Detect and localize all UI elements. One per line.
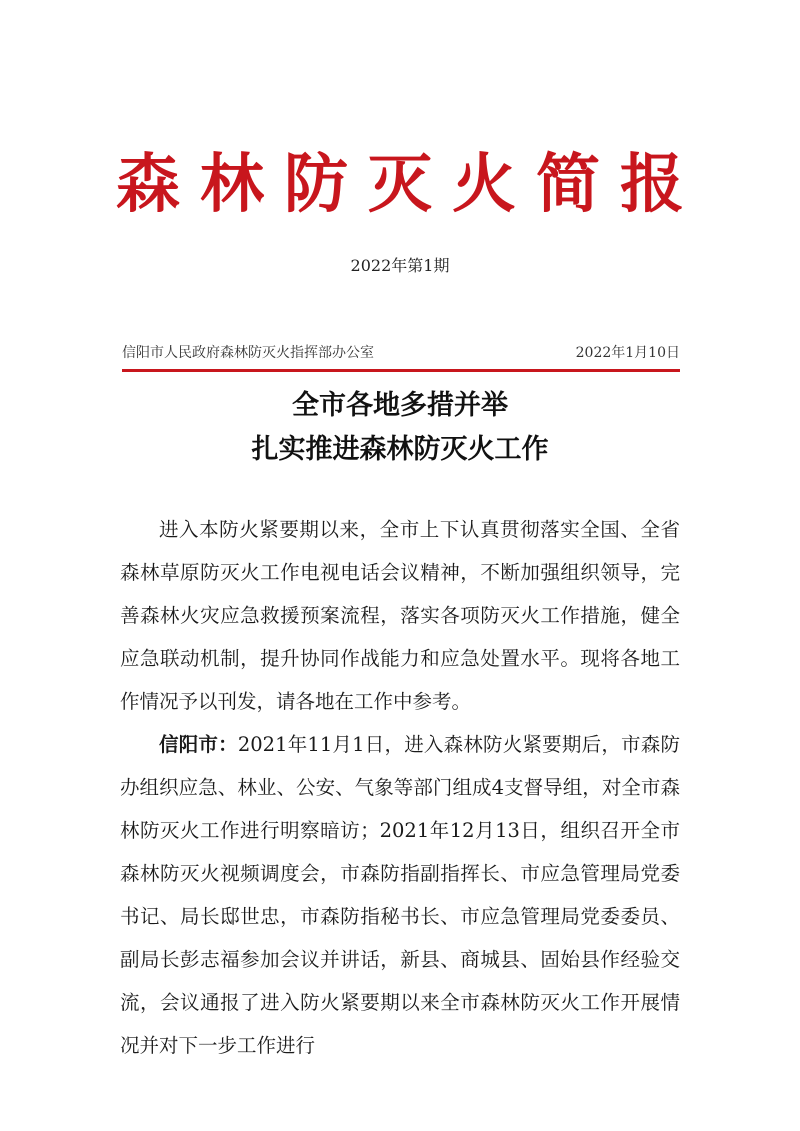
headline-line-1: 全市各地多措并举: [292, 390, 508, 421]
intro-paragraph: 进入本防火紧要期以来，全市上下认真贯彻落实全国、全省森林草原防灭火工作电视电话会议精神，不断加强组织领导，完善森林火灾应急救援预案流程，落实各项防灭火工作措施，健全应急联动机制，提升协同作战能力和应急处置水平。现将各地工作情况予以刊发，请各地在工作中参考。: [120, 518, 680, 713]
article-body: [120, 508, 680, 1067]
paragraph-lead-colon: ：: [218, 733, 238, 756]
masthead-title: 森林防灭火简报: [116, 147, 704, 222]
xinyang-paragraph-text: 2021年11月1日，进入森林防火紧要期后，市森防办组织应急、林业、公安、气象等部门组成4支督导组，对全市森林防灭火工作进行明察暗访；2021年12月13日，组织召开全市森林防灭火视频调度会，市森防指副指挥长、市应急管理局党委书记、局长邸世忠，市森防指秘书长、市应急管理局党委委员、副局长彭志福参加会议并讲话，新县、商城县、固始县作经验交流，会议通报了进入防火紧要期以来全市森林防灭火工作开展情况并对下一步工作进行: [120, 733, 680, 1057]
issue-number: 2022年第1期: [350, 256, 450, 275]
headline-line-2: 扎实推进森林防灭火工作: [251, 434, 549, 465]
xinyang-paragraph: [120, 723, 680, 1067]
issuer-row: [122, 343, 680, 363]
paragraph-lead-xinyang: 信阳市: [159, 733, 219, 756]
issue-date: 2022年1月10日: [575, 345, 680, 361]
red-divider: [122, 369, 680, 372]
issuer-organization: 信阳市人民政府森林防灭火指挥部办公室: [122, 345, 374, 361]
